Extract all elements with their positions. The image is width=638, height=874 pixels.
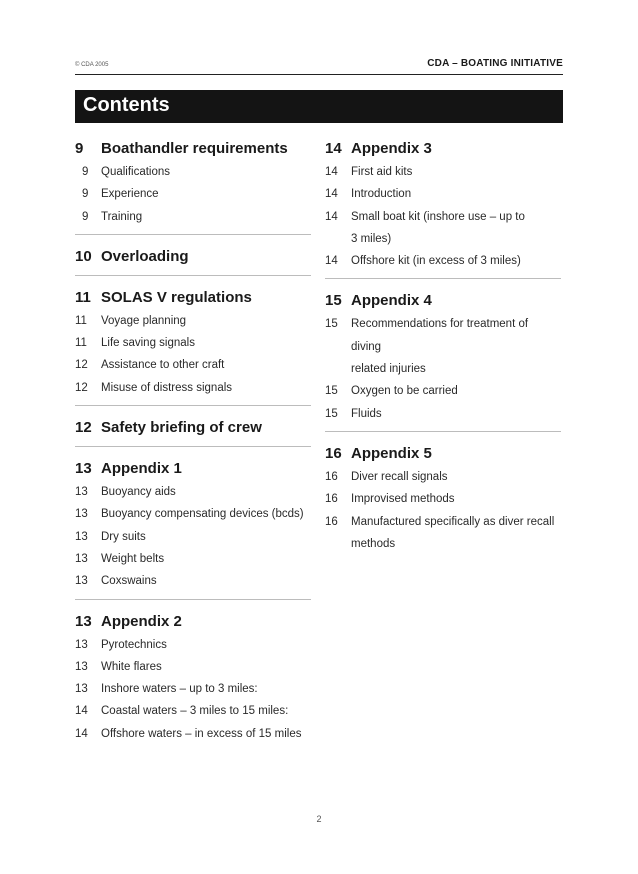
section-page-number: 11 [75, 288, 91, 306]
entry-title: Misuse of distress signals [101, 381, 233, 394]
entry-page-number: 9 [82, 166, 89, 178]
entry-title: Introduction [351, 188, 412, 201]
section-page-number: 13 [75, 460, 92, 478]
left-column [75, 137, 311, 761]
page-number: 2 [316, 814, 322, 824]
entry-page-number: 11 [75, 337, 87, 350]
entry-title: Assistance to other craft [101, 359, 225, 372]
entry-title: First aid kits [351, 166, 413, 178]
entry-title: Offshore kit (in excess of 3 miles) [351, 255, 521, 268]
entry-page-number: 13 [75, 486, 88, 499]
entry-title: Offshore waters – in excess of 15 miles [101, 727, 302, 740]
page-header [75, 58, 563, 75]
toc-section [325, 442, 561, 561]
entry-title: Buoyancy aids [101, 486, 176, 499]
toc-entry[interactable] [75, 161, 311, 183]
right-column [325, 137, 561, 571]
toc-entry[interactable] [75, 310, 311, 332]
toc-section-heading[interactable] [75, 457, 311, 481]
entry-title: Voyage planning [101, 314, 187, 327]
toc-entry[interactable] [325, 183, 561, 205]
entry-title: Diver recall signals [351, 470, 448, 483]
entry-page-number: 14 [325, 188, 338, 201]
entry-title: Pyrotechnics [101, 638, 167, 651]
entry-page-number: 14 [75, 705, 88, 718]
section-title: Safety briefing of crew [101, 419, 262, 437]
entry-page-number: 13 [75, 683, 88, 696]
toc-entry[interactable] [325, 161, 561, 183]
toc-entry[interactable] [75, 526, 311, 548]
toc-entry[interactable] [75, 206, 311, 228]
toc-section-heading[interactable] [75, 416, 311, 440]
toc-section [75, 610, 311, 751]
section-title: Appendix 3 [351, 140, 432, 157]
toc-entry[interactable] [325, 403, 561, 425]
toc-entry[interactable] [75, 377, 311, 399]
entry-page-number: 16 [325, 515, 338, 528]
entry-page-number: 15 [325, 407, 338, 420]
section-title: Overloading [101, 247, 189, 265]
toc-entry[interactable] [325, 488, 561, 510]
entry-page-number: 14 [325, 255, 338, 268]
toc-entry[interactable] [325, 250, 561, 272]
toc-entry[interactable] [75, 570, 311, 592]
section-title: Boathandler requirements [101, 140, 288, 157]
entry-page-number: 9 [82, 210, 89, 223]
toc-entry[interactable] [325, 206, 561, 228]
toc-entry[interactable] [75, 656, 311, 678]
section-page-number: 9 [75, 140, 84, 157]
toc-section [75, 416, 311, 447]
entry-title: 3 miles) [351, 232, 392, 245]
entry-title: Dry suits [101, 530, 146, 543]
toc-entry[interactable] [325, 533, 561, 555]
section-page-number: 10 [75, 247, 92, 265]
section-page-number: 15 [325, 292, 342, 310]
section-title: Appendix 5 [351, 444, 432, 462]
toc-entry[interactable] [75, 548, 311, 570]
toc-entry[interactable] [75, 503, 311, 525]
toc-section [75, 137, 311, 235]
entry-page-number: 14 [325, 166, 338, 178]
toc-section-heading[interactable] [75, 137, 311, 161]
entry-page-number: 13 [75, 660, 88, 673]
entry-title: Coastal waters – 3 miles to 15 miles: [101, 705, 289, 718]
toc-entry[interactable] [75, 700, 311, 722]
toc-entry[interactable] [325, 511, 561, 533]
section-title: Appendix 4 [351, 292, 432, 310]
toc-entry[interactable] [75, 678, 311, 700]
entry-page-number: 13 [75, 508, 88, 521]
toc-entry[interactable] [325, 380, 561, 402]
entry-page-number [325, 358, 351, 380]
copyright-notice: © CDA 2005 [75, 62, 109, 68]
toc-section-heading[interactable] [325, 289, 561, 313]
toc-entry[interactable] [325, 466, 561, 488]
entry-title: Oxygen to be carried [351, 385, 458, 398]
entry-title: Life saving signals [101, 337, 195, 350]
entry-page-number: 12 [75, 359, 88, 372]
entry-page-number: 9 [82, 188, 89, 201]
toc-entry[interactable] [325, 228, 561, 250]
section-page-number: 12 [75, 419, 92, 437]
toc-section-heading[interactable] [75, 286, 311, 310]
entry-title: Buoyancy compensating devices (bcds) [101, 508, 304, 521]
toc-section [325, 289, 561, 431]
section-page-number: 16 [325, 444, 342, 462]
entry-page-number: 13 [75, 638, 88, 651]
entry-title: Qualifications [101, 166, 171, 178]
toc-entry[interactable] [75, 354, 311, 376]
toc-entry[interactable] [325, 313, 561, 358]
entry-title: Weight belts [101, 552, 165, 565]
entry-title: Manufactured specifically as diver recall [351, 515, 555, 528]
entry-title: Inshore waters – up to 3 miles: [101, 683, 258, 696]
section-title: Appendix 1 [101, 460, 182, 478]
toc-entry[interactable] [325, 358, 561, 380]
entry-title: Small boat kit (inshore use – up to [351, 210, 525, 223]
entry-page-number [325, 228, 351, 250]
toc-section-heading[interactable] [75, 610, 311, 634]
toc-section-heading[interactable] [325, 137, 561, 161]
toc-section [75, 457, 311, 599]
toc-section [75, 245, 311, 276]
entry-page-number: 14 [325, 210, 338, 223]
entry-page-number: 11 [75, 314, 87, 327]
section-page-number: 14 [325, 140, 342, 157]
entry-title: related injuries [351, 363, 426, 376]
entry-page-number: 14 [75, 727, 88, 740]
toc-entry[interactable] [75, 723, 311, 745]
toc-entry[interactable] [75, 634, 311, 656]
toc-section [325, 137, 561, 279]
entry-page-number: 13 [75, 575, 88, 588]
contents-banner [75, 90, 563, 123]
section-page-number: 13 [75, 612, 92, 630]
toc-entry[interactable] [75, 332, 311, 354]
page-title: Contents [83, 94, 170, 116]
toc-section [75, 286, 311, 406]
toc-section-heading[interactable] [75, 245, 311, 269]
toc-section-heading[interactable] [325, 442, 561, 466]
entry-page-number: 13 [75, 530, 88, 543]
section-title: SOLAS V regulations [101, 288, 252, 306]
entry-page-number: 12 [75, 381, 88, 394]
entry-title: Coxswains [101, 575, 157, 588]
section-title: Appendix 2 [101, 612, 182, 630]
entry-title: Improvised methods [351, 493, 455, 506]
entry-page-number: 13 [75, 552, 88, 565]
toc-entry[interactable] [75, 481, 311, 503]
entry-title: Experience [101, 188, 159, 201]
entry-title: methods [351, 537, 396, 550]
entry-title: Recommendations for treatment of diving [351, 318, 529, 353]
toc-entry[interactable] [75, 183, 311, 205]
entry-page-number: 16 [325, 493, 338, 506]
header-title: CDA – BOATING INITIATIVE [427, 58, 563, 69]
entry-title: Fluids [351, 407, 382, 420]
entry-title: White flares [101, 660, 162, 673]
entry-page-number: 15 [325, 385, 338, 398]
entry-page-number [325, 533, 351, 555]
entry-page-number: 15 [325, 318, 338, 331]
entry-title: Training [101, 210, 143, 223]
entry-page-number: 16 [325, 470, 338, 483]
